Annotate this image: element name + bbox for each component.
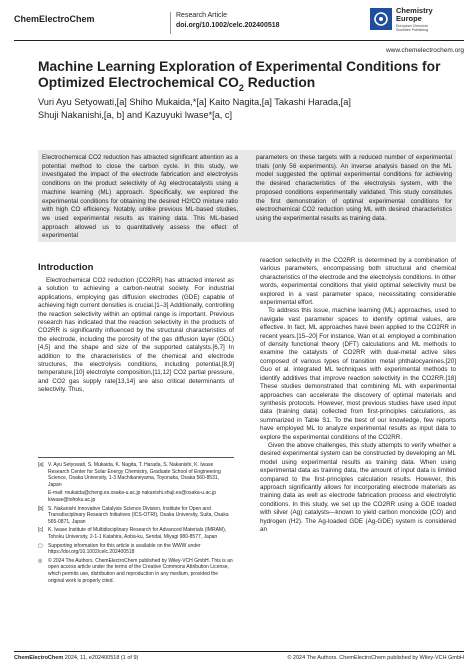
footnote-affiliation-a: [a] V. Ayu Setyowati, S. Mukaida, K. Nagita, T. Harada, S. Nakanishi, K. Iwase Research Center for Solar Energy Chemistry, Graduate School of Engineering Science, Osaka University, 1-3 Machikaneyama, Toyonaka, Osaka 560-8531, Japan xyxy=(38,462,221,488)
header-rule xyxy=(14,40,464,41)
authors-line-1: Vuri Ayu Setyowati,[a] Shiho Mukaida,*[a] Kaito Nagita,[a] Takashi Harada,[a] xyxy=(38,97,351,107)
chemistry-europe-logo-icon xyxy=(370,8,392,30)
footnote-rule xyxy=(38,457,234,458)
open-access-icon: ◎ xyxy=(38,557,43,564)
logo-title-2: Europe xyxy=(396,14,422,23)
footer-copyright: © 2024 The Authors. ChemElectroChem published by Wiley-VCH GmbH xyxy=(287,655,464,661)
title-main: Machine Learning Exploration of Experimental Conditions for Optimized Electrochemical CO xyxy=(38,59,441,90)
intro-paragraph-continued: reaction selectivity in the CO2RR is determined by a combination of various parameters, encompassing both structural and chemical characteristics of the electrode and the electrolysis conditions. In other words, experimental conditions that yield optimal selectivity must be explored in a vast parameter space, necessitating considerable experimental effort. xyxy=(260,257,457,307)
chemistry-europe-logo[interactable] xyxy=(370,6,464,36)
logo-title-1: Chemistry xyxy=(396,6,433,15)
logo-subtitle-1: European Chemical xyxy=(396,24,428,28)
journal-url[interactable]: www.chemelectrochem.org xyxy=(385,47,464,54)
abstract-box xyxy=(38,150,456,242)
left-column-body xyxy=(38,277,234,395)
intro-paragraph-2: To address this issue, machine learning (ML) approaches, used to navigate vast parameter spaces to identify optimal values, are effective. In fact, ML approaches have been applied to the CO2RR in recent years.[15–20] For instance, Wan et al. employed a combination of density functional theory (DFT) calculations and ML methods to examine the catalysts of CO2RR with dual-metal active sites composed of various types of transition metal phthalocyanines.[20] Guo et al. integrated ML techniques with experimental methods to identify additives that improve reaction selectivity in the CO2RR.[18] These studies demonstrated that combining ML with experimental approaches can accelerate the discovery of optimal materials and synthesis protocols. However, most previous studies have used input data (training data) collected from first-principles calculations, as summarized in Table S1. To the best of our knowledge, few reports have employed ML to analyze experimental results as input data to explore the experimental conditions of the CO2RR. xyxy=(260,307,456,441)
doi-link[interactable]: doi.org/10.1002/celc.202400518 xyxy=(176,21,280,29)
section-heading-introduction: Introduction xyxy=(38,262,94,273)
footnotes xyxy=(38,462,234,586)
footer-rule xyxy=(14,651,464,652)
authors-line-2: Shuji Nakanishi,[a, b] and Kazuyuki Iwase*[a, c] xyxy=(38,109,233,120)
abstract-right-column: parameters on these targets with a reduced number of experimental trials (only 56 experiments). An inverse analysis based on the ML model suggested the optimal experimental conditions for achieving the desired characteristics of the electrolysis system, with the proposed conditions experimentally validated. This study constitutes the first demonstration of optimal experimental conditions for electrochemical CO2 reduction using ML with desired characteristics using the experimental results as training data. xyxy=(256,154,452,222)
intro-paragraph-1: Electrochemical CO2 reduction (CO2RR) has attracted interest as a solution to achieving a carbon-neutral society. For industrial applications, employing gas diffusion electrodes (GDE) capable of achieving high current densities is crucial.[1–3] Additionally, controlling the reaction selectivity within an optimal range is important. Previous research has indicated that the reaction selectivity in the products of CO2RR is significantly influenced by the structural characteristics of the electrode, including the porosity of the gas diffusion layer (GDL)[4,5] and the shape and size of the supported catalysts.[6,7] In addition to the characteristics of the chemical and electrode structures, the electrolysis conditions, including potential,[8,9] temperature,[10] electrolyte composition,[11,12] CO2 partial pressure, and CO2 gas supply rate[13,14] are also critical determinants of selectivity. Thus, xyxy=(38,277,234,394)
journal-name: ChemElectroChem xyxy=(14,14,95,24)
supporting-info-icon: ▢ xyxy=(38,542,43,549)
author-list xyxy=(38,96,458,121)
footer-volume: 2024, 11, e202400518 (1 of 9) xyxy=(63,655,139,661)
article-info xyxy=(176,11,280,30)
footer-citation xyxy=(14,655,138,661)
footnote-affiliation-c: [c] K. Iwase Institute of Multidisciplinary Research for Advanced Materials (IMRAM), Tohoku University, 2-1-1 Katahira, Aoba-ku, Sendai, Miyagi 980-8577, Japan xyxy=(38,527,227,540)
intro-paragraph-3: Given the above challenges, this study attempts to verify whether a desired experimental system can be constructed by developing an ML model using experimental results as training data. When using experimental data as training data, the amount of input data is limited compared to the first-principles calculation results. However, this approach significantly allows for incorporating electrode materials as training data as well as electrode fabrication process and electrolytic conditions. In this study, we set up the CO2RR using a GDE loaded with silver (Ag) catalysts—known to yield carbon monoxide (CO) and hydrogen (H2). The Ag-loaded GDE (Ag-GDE) system is considered an xyxy=(260,441,456,533)
title-end: Reduction xyxy=(243,74,316,90)
footer-journal: ChemElectroChem xyxy=(14,655,64,661)
title-subscript: 2 xyxy=(238,82,244,93)
footnote-license: ◎ © 2024 The Authors. ChemElectroChem published by Wiley-VCH GmbH. This is an open access article under the terms of the Creative Commons Attribution License, which permits use, distribution and reproduction in any medium, provided the original work is properly cited. xyxy=(38,557,233,584)
right-column-body xyxy=(260,257,456,534)
logo-subtitle-2: Societies Publishing xyxy=(396,28,429,33)
abstract-left-column: Electrochemical CO2 reduction has attracted significant attention as a potential method to close the carbon cycle. In this study, we investigated the impact of the electrode fabrication and electrolysis conditions on the product selectivity of Ag electrocatalysts using a machine learning (ML) approach. Specifically, we explored the experimental conditions for obtaining the desired H2/CO mixture ratio with high CO efficiency. Notably, unlike previous ML-based studies, we used experimental results as training data. This ML-based approach allowed us to quantitatively assess the effect of experimental xyxy=(42,154,238,240)
header-divider xyxy=(170,12,171,34)
footnote-supporting-info: ▢ Supporting information for this article is available on the WWW under https://doi.org/10.1002/celc.202400518 xyxy=(38,542,201,556)
article-type: Research Article xyxy=(176,12,227,19)
footnote-affiliation-b: [b] S. Nakanishi Innovative Catalysis Science Division, Institute for Open and Transdisciplinary Research Initiatives (ICS-OTRI), Osaka University, Suita, Osaka 565-0871, Japan xyxy=(38,505,229,525)
article-title xyxy=(38,59,458,96)
footnote-email: E-mail: mukaida@cheng.es.osaka-u.ac.jp nakanishi.shuji.es@osaka-u.ac.jp kiwase@tohoku.ac.jp xyxy=(48,490,217,503)
